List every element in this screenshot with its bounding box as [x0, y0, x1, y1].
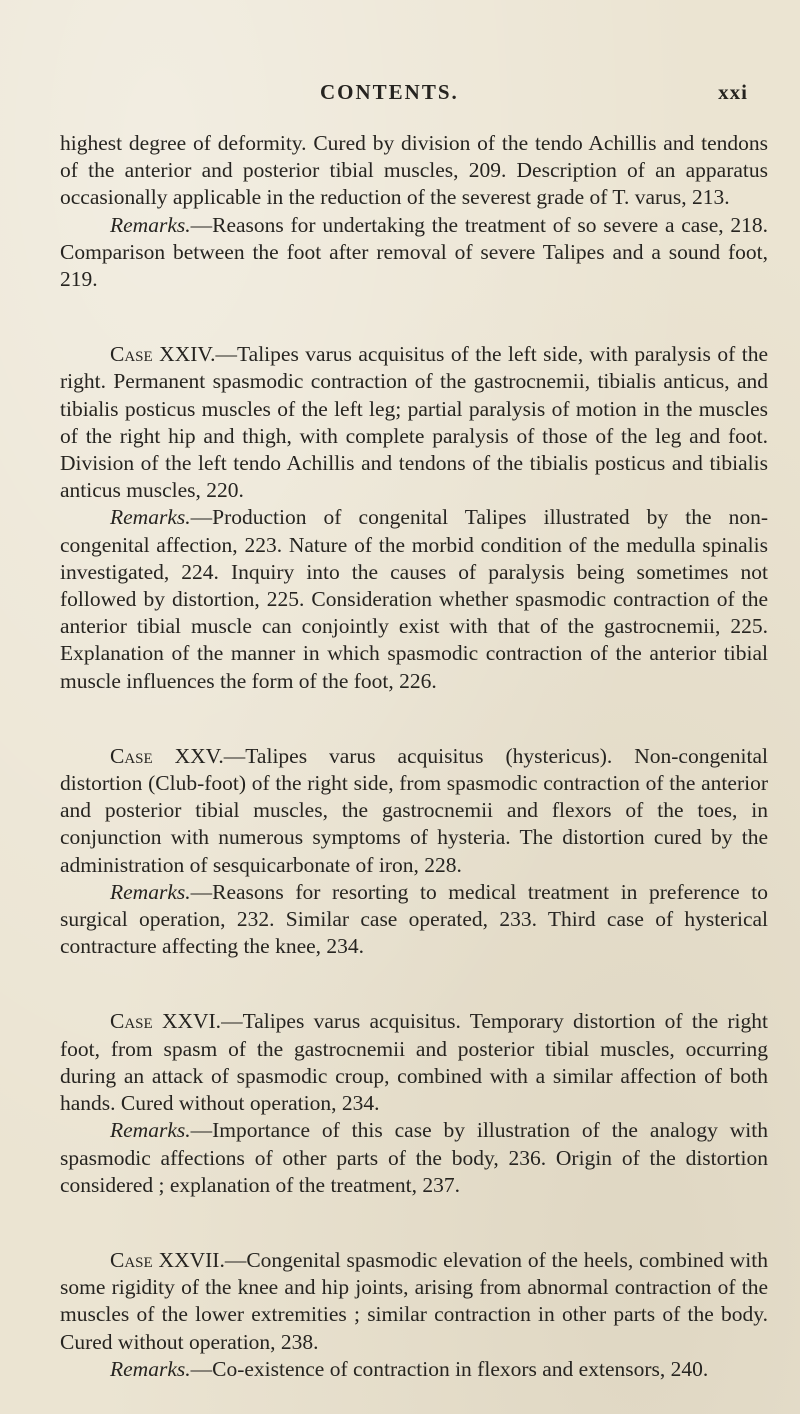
remarks-text: —Reasons for resorting to medical treatment in preference to surgical operation, 232. Similar case operated, 233. Third case of hysterical contracture affecting the knee, 234. — [60, 879, 768, 959]
intro-paragraph: highest degree of deformity. Cured by division of the tendo Achillis and tendons of the anterior and posterior tibial muscles, 209. Description of an apparatus occasionally applicable in the reduction of the severest grade of T. varus, 213. — [60, 131, 768, 210]
case-entry — [60, 743, 768, 879]
remarks-label: Remarks. — [110, 1356, 191, 1381]
case-label: Case XXVI. — [110, 1009, 222, 1034]
case-remarks — [60, 879, 768, 961]
case-entry — [60, 1008, 768, 1117]
case-label: Case XXVII. — [110, 1247, 225, 1272]
case-text: —Talipes varus acquisitus of the left side, with paralysis of the right. Permanent spasmodic contraction of the gastrocnemii, tibialis anticus, and tibialis posticus muscles of the left leg; partial paralysis of motion in the muscles of the right hip and thigh, with complete paralysis of those of the leg and foot. Division of the left tendo Achillis and tendons of the tibialis posticus and tibialis anticus muscles, 220. — [60, 342, 769, 503]
intro-remarks — [60, 212, 768, 294]
case-text: —Talipes varus acquisitus. Temporary distortion of the right foot, from spasm of the gastrocnemii and posterior tibial muscles, occurring during an attack of spasmodic croup, combined with a similar affection of both hands. Cured without operation, 234. — [60, 1009, 768, 1116]
remarks-label: Remarks. — [110, 1118, 191, 1143]
running-title: CONTENTS. — [320, 80, 459, 104]
case-entry — [60, 341, 768, 504]
remarks-label: Remarks. — [110, 212, 191, 237]
case-text: —Talipes varus acquisitus (hystericus). Non-congenital distortion (Club-foot) of the right side, from spasmodic contraction of the anterior and posterior tibial muscles, the gastrocnemii and flexors of the toes, in conjunction with numerous symptoms of hysteria. The distortion cured by the administration of sesquicarbonate of iron, 228. — [60, 743, 768, 877]
remarks-text: —Co-existence of contraction in flexors and extensors, 240. — [190, 1356, 709, 1381]
case-text: —Congenital spasmodic elevation of the heels, combined with some rigidity of the knee and hip joints, arising from abnormal contraction of the muscles of the lower extremities ; similar contraction in other parts of the body. Cured without operation, 238. — [60, 1247, 768, 1354]
case-remarks — [60, 1117, 768, 1199]
case-label: Case XXV. — [110, 743, 224, 768]
case-label: Case XXIV. — [110, 342, 216, 367]
remarks-label: Remarks. — [110, 879, 191, 904]
case-remarks — [60, 1356, 768, 1383]
case-entry — [60, 1247, 768, 1356]
remarks-text: —Importance of this case by illustration of the analogy with spasmodic affections of other parts of the body, 236. Origin of the distortion considered ; explanation of the treatment, 237. — [60, 1118, 768, 1197]
remarks-label: Remarks. — [110, 505, 191, 530]
remarks-text: —Reasons for undertaking the treatment of so severe a case, 218. Comparison between the foot after removal of severe Talipes and a sound foot, 219. — [60, 212, 768, 292]
page-header — [60, 80, 768, 130]
remarks-text: —Production of congenital Talipes illustrated by the non-congenital affection, 223. Nature of the morbid condition of the medulla spinalis investigated, 224. Inquiry into the causes of paralysis being sometimes not followed by distortion, 225. Consideration whether spasmodic contraction of the anterior tibial muscle can conjointly exist with that of the gastrocnemii, 225. Explanation of the manner in which spasmodic contraction of the anterior tibial muscle influences the form of the foot, 226. — [60, 505, 768, 693]
case-remarks — [60, 504, 768, 694]
page-number: xxi — [718, 80, 748, 104]
